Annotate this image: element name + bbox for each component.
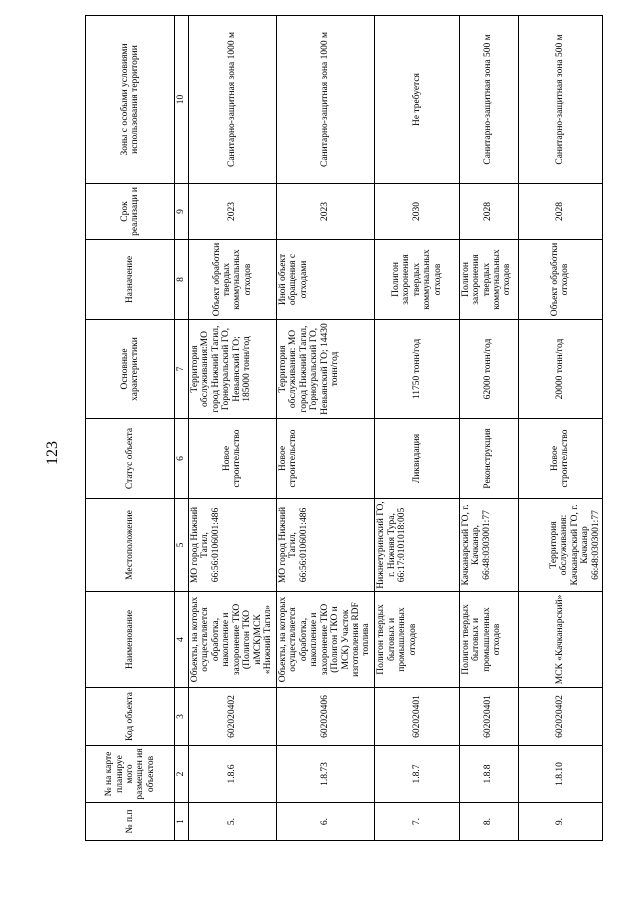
table-row xyxy=(276,16,374,841)
cell-purpose: Иной объект обращения с отходами xyxy=(276,240,374,320)
cell-zones: Санитарно-защитная зона 1000 м xyxy=(276,16,374,184)
header-cell: Наименование xyxy=(86,592,175,688)
cell-location: МО город Нижний Тагил, 66:56:0106001:486 xyxy=(189,499,277,592)
column-number: 10 xyxy=(175,16,189,184)
cell-pp: 7. xyxy=(375,803,459,841)
cell-deadline: 2028 xyxy=(518,184,602,240)
cell-deadline: 2030 xyxy=(375,184,459,240)
column-number: 8 xyxy=(175,240,189,320)
column-number: 2 xyxy=(175,746,189,803)
cell-purpose: Полигон захоронения твердых коммунальных отходов xyxy=(375,240,459,320)
column-number: 3 xyxy=(175,688,189,746)
cell-purpose: Объект обработки твердых коммунальных отходов xyxy=(189,240,277,320)
cell-code: 602020402 xyxy=(189,688,277,746)
cell-zones: Санитарно-защитная зона 1000 м xyxy=(189,16,277,184)
cell-pp: 9. xyxy=(518,803,602,841)
cell-pp: 6. xyxy=(276,803,374,841)
objects-table xyxy=(85,15,603,841)
header-cell: Зоны с особыми условиями использования территории xyxy=(86,16,175,184)
cell-status: Реконструкция xyxy=(459,419,518,499)
header-cell: Статус объекта xyxy=(86,419,175,499)
cell-status: Новое строительство xyxy=(189,419,277,499)
cell-status: Новое строительство xyxy=(276,419,374,499)
cell-location: Нижнетуринский ГО, г. Нижняя Тура, 66:17:0101018:005 xyxy=(375,499,459,592)
column-number: 7 xyxy=(175,320,189,419)
cell-deadline: 2023 xyxy=(189,184,277,240)
column-number: 5 xyxy=(175,499,189,592)
cell-zones: Санитарно-защитная зона 500 м xyxy=(459,16,518,184)
column-number: 9 xyxy=(175,184,189,240)
cell-purpose: Объект обработки отходов xyxy=(518,240,602,320)
table-row xyxy=(459,16,518,841)
column-number: 6 xyxy=(175,419,189,499)
cell-zones: Санитарно-защитная зона 500 м xyxy=(518,16,602,184)
header-cell: Назначение xyxy=(86,240,175,320)
header-cell: Код объекта xyxy=(86,688,175,746)
header-row xyxy=(86,16,175,841)
cell-code: 602020402 xyxy=(518,688,602,746)
column-number: 4 xyxy=(175,592,189,688)
cell-deadline: 2028 xyxy=(459,184,518,240)
page-number: 123 xyxy=(44,441,61,465)
cell-purpose: Полигон захоронения твердых коммунальных отходов xyxy=(459,240,518,320)
column-number-row xyxy=(175,16,189,841)
cell-location: МО город Нижний Тагил, 66:56:0106001:486 xyxy=(276,499,374,592)
cell-pp: 8. xyxy=(459,803,518,841)
cell-name: Полигон твердых бытовых и промышленных отходов xyxy=(459,592,518,688)
cell-name: Полигон твердых бытовых и промышленных отходов xyxy=(375,592,459,688)
table-container xyxy=(85,16,603,841)
cell-zones: Не требуется xyxy=(375,16,459,184)
cell-name: Объекты, на которых осуществляется обработка, накопление и захоронение ТКО (Полигон ТКО и МСК) Участок изготовления RDF топлива xyxy=(276,592,374,688)
cell-pp: 5. xyxy=(189,803,277,841)
header-cell: № на карте планируе мого размещен ия объектов xyxy=(86,746,175,803)
cell-deadline: 2023 xyxy=(276,184,374,240)
cell-characteristics: 20000 тонн/год xyxy=(518,320,602,419)
cell-characteristics: Территория обслуживания:МО город Нижний Тагил, Горноуральский ГО, Невьянский ГО; 185000 тонн/год xyxy=(189,320,277,419)
cell-code: 602020401 xyxy=(459,688,518,746)
table-row xyxy=(518,16,602,841)
cell-map-no: 1.8.6 xyxy=(189,746,277,803)
cell-code: 602020401 xyxy=(375,688,459,746)
table-row xyxy=(189,16,277,841)
cell-map-no: 1.8.7 xyxy=(375,746,459,803)
cell-name: МСК «Качканарский» xyxy=(518,592,602,688)
cell-characteristics: Территория обслуживания: МО город Нижний Тагил, Горноуральский ГО, Невьянский ГО; 14430 тонн/год xyxy=(276,320,374,419)
table-row xyxy=(375,16,459,841)
cell-map-no: 1.8.8 xyxy=(459,746,518,803)
header-cell: Местоположение xyxy=(86,499,175,592)
header-cell: Основные характеристики xyxy=(86,320,175,419)
cell-code: 602020406 xyxy=(276,688,374,746)
cell-characteristics: 62000 тонн/год xyxy=(459,320,518,419)
cell-name: Объекты, на которых осуществляется обработка, накопление и захоронение ТКО (Полигон ТКО иМСК)МСК «Нижний Тагил» xyxy=(189,592,277,688)
cell-status: Новое строительство xyxy=(518,419,602,499)
cell-location: Территория обслуживания: Качканарский ГО, г. Качканар 66:48:0303001:77 xyxy=(518,499,602,592)
cell-map-no: 1.8.10 xyxy=(518,746,602,803)
cell-characteristics: 11750 тонн/год xyxy=(375,320,459,419)
header-cell: Срок реализаци и xyxy=(86,184,175,240)
cell-status: Ликвидация xyxy=(375,419,459,499)
cell-location: Качканарский ГО, г. Качканар, 66:48:0303001:77 xyxy=(459,499,518,592)
header-cell: № п.п xyxy=(86,803,175,841)
rotated-table-wrapper xyxy=(85,16,603,841)
cell-map-no: 1.8.73 xyxy=(276,746,374,803)
column-number: 1 xyxy=(175,803,189,841)
